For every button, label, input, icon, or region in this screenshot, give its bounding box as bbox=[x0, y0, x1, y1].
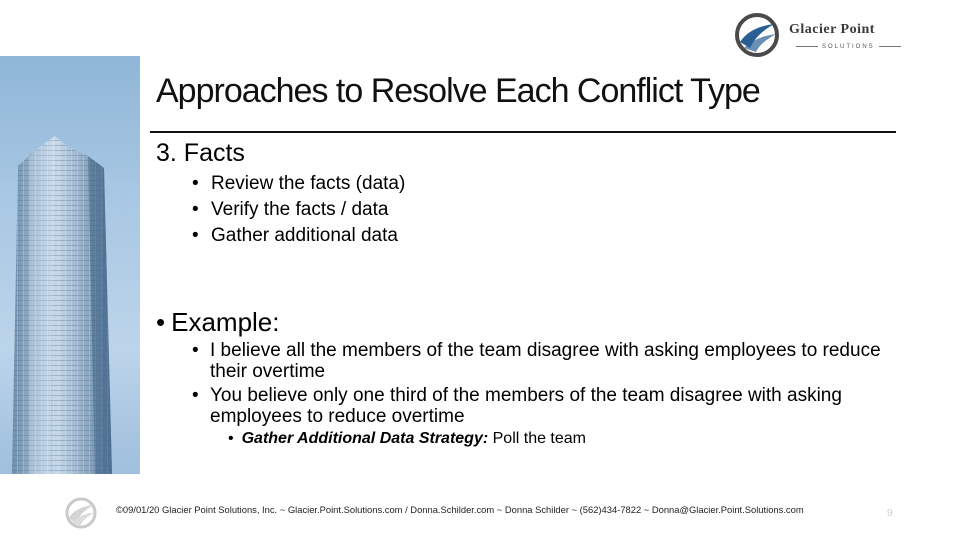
page-number: 9 bbox=[887, 508, 893, 519]
strategy-item bbox=[228, 430, 586, 448]
list-item: • Review the facts (data) bbox=[192, 171, 405, 197]
strategy-label: Gather Additional Data Strategy: bbox=[241, 430, 489, 447]
list-item: • Gather additional data bbox=[192, 223, 405, 249]
title-divider bbox=[150, 131, 896, 133]
glacier-point-logo-icon bbox=[734, 12, 780, 58]
example-list bbox=[192, 340, 900, 430]
company-logo bbox=[734, 12, 904, 58]
list-item bbox=[192, 385, 900, 427]
slide-title: Approaches to Resolve Each Conflict Type bbox=[156, 72, 760, 110]
footer-logo-icon bbox=[64, 496, 98, 530]
logo-subtitle: SOLUTIONS bbox=[792, 44, 905, 50]
facts-list bbox=[192, 171, 405, 249]
list-item: • Verify the facts / data bbox=[192, 197, 405, 223]
strategy-text: Poll the team bbox=[488, 430, 586, 447]
list-item-text: • I believe all the members of the team disagree with asking employees to reduce their overtime bbox=[210, 340, 881, 382]
building-photo bbox=[0, 56, 140, 474]
bullet-icon: • bbox=[156, 307, 166, 337]
footer-text: ©09/01/20 Glacier Point Solutions, Inc. ~ Glacier.Point.Solutions.com / Donna.Schilder.com ~ Donna Schilder ~ (562)434-7822 ~ Donna@Glacier.Point.Solutions.com bbox=[116, 504, 804, 515]
list-item-text: • You believe only one third of the members of the team disagree with asking employees to reduce overtime bbox=[210, 385, 842, 427]
example-heading-label: Example: bbox=[171, 307, 280, 337]
logo-name: Glacier Point bbox=[789, 22, 875, 37]
bullet-icon: • bbox=[228, 430, 234, 447]
section-heading: 3. Facts bbox=[156, 139, 245, 167]
example-heading bbox=[156, 307, 280, 338]
list-item bbox=[192, 340, 900, 382]
